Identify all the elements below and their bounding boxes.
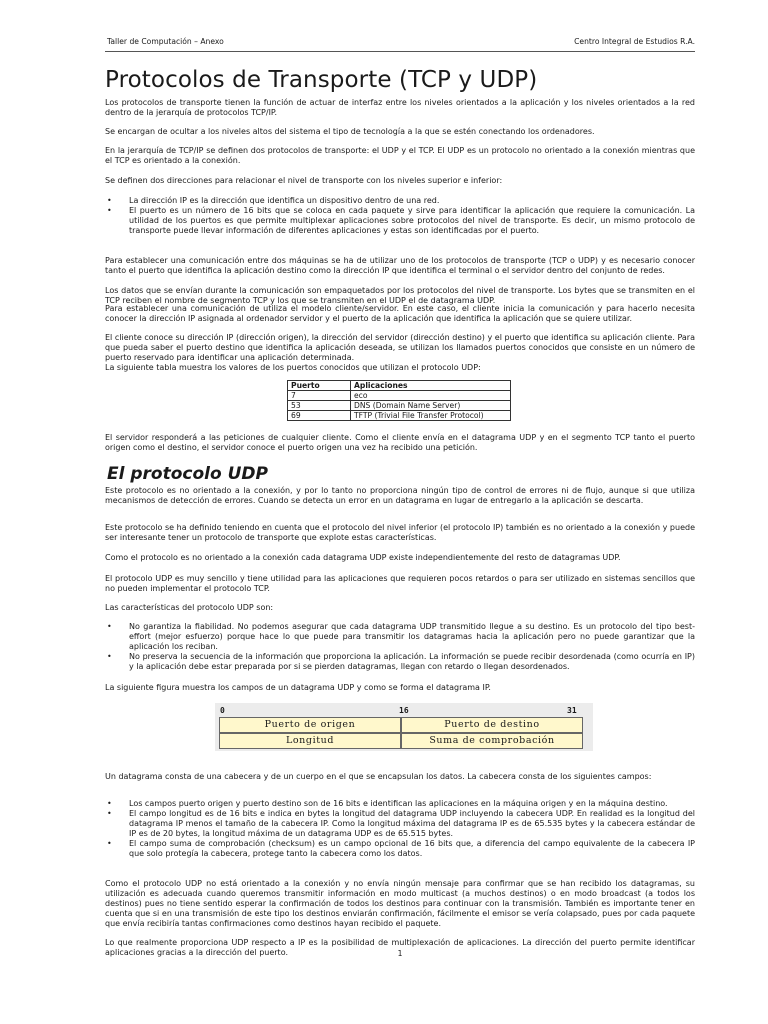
udp-paragraph-9: Lo que realmente proporciona UDP respecto a IP es la posibilidad de multiplexación de aplicaciones. La dirección del puerto permite identificar aplicaciones gracias a la dirección del puerto. <box>105 938 695 957</box>
bullet-icon: • <box>107 196 112 205</box>
table-cell: eco <box>351 391 511 401</box>
intro-paragraph-5: Para establecer una comunicación entre dos máquinas se ha de utilizar uno de los protocolos de transporte (TCP o UDP) y es necesario conocer tanto el puerto que identifica la aplicación destino como la dirección IP que identifica el terminal o el servidor dentro del conjunto de redes. <box>105 256 695 275</box>
udp-paragraph-3: Como el protocolo es no orientado a la conexión cada datagrama UDP existe independientemente del resto de datagramas UDP. <box>105 553 621 562</box>
bit-label-31: 31 <box>567 706 577 715</box>
intro-paragraph-3: En la jerarquía de TCP/IP se definen dos protocolos de transporte: el UDP y el TCP. El UDP es un protocolo no orientado a la conexión mientras que el TCP es orientado a la conexión. <box>105 146 695 165</box>
intro-paragraph-9: La siguiente tabla muestra los valores de los puertos conocidos que utilizan el protocolo UDP: <box>105 363 481 372</box>
section-heading-udp: El protocolo UDP <box>107 464 268 484</box>
intro-paragraph-7: Para establecer una comunicación de utiliza el modelo cliente/servidor. En este caso, el cliente inicia la comunicación y para hacerlo necesita conocer la dirección IP asignada al ordenador servidor y el puerto de la aplicación que identifica la aplicación que se quiere utilizar. <box>105 304 695 323</box>
udp-paragraph-1: Este protocolo es no orientado a la conexión, y por lo tanto no proporciona ningún tipo de control de errores ni de flujo, aunque si que utiliza mecanismos de detección de errores. Cuando se detecta un error en un datagrama en lugar de entregarlo a la aplicación se descarta. <box>105 486 695 505</box>
ports-table <box>287 380 511 421</box>
udp-datagram-figure <box>215 703 593 751</box>
udp-paragraph-6: La siguiente figura muestra los campos de un datagrama UDP y como se forma el datagrama IP. <box>105 683 491 692</box>
list-item: • El campo longitud es de 16 bits e indica en bytes la longitud del datagrama UDP incluyendo la cabecera UDP. En realidad es la longitud del datagrama IP menos el tamaño de la cabecera IP. Como la longitud máxima del datagrama IP es de 65.535 bytes y la cabecera estándar de IP es de 20 bytes, la longitud máxima de un datagrama UDP es de 65.515 bytes. <box>107 809 695 838</box>
udp-paragraph-5: Las características del protocolo UDP son: <box>105 603 274 612</box>
list-item: • No garantiza la fiabilidad. No podemos asegurar que cada datagrama UDP transmitido llegue a su destino. Es un protocolo del tipo best-effort (mejor esfuerzo) porque hace lo que puede para transmitir los datagramas hacia la aplicación pero no puede garantizar que la aplicación los reciban. <box>107 622 695 651</box>
header-right: Centro Integral de Estudios R.A. <box>574 37 695 46</box>
column-header-port: Puerto <box>288 381 351 391</box>
table-row <box>288 401 511 411</box>
bit-label-16: 16 <box>399 706 409 715</box>
table-row <box>288 391 511 401</box>
bullet-icon: • <box>107 652 112 661</box>
header-left: Taller de Computación – Anexo <box>107 37 224 46</box>
udp-paragraph-8: Como el protocolo UDP no está orientado a la conexión y no envía ningún mensaje para confirmar que se han recibido los datagramas, su utilización es adecuada cuando queremos transmitir información en modo multicast (a muchos destinos) o en modo broadcast (a todos los destinos) pues no tiene sentido esperar la confirmación de todos los destinos para continuar con la transmisión. También es importante tener en cuenta que si en una transmisión de este tipo los destinos enviarán confirmación, fácilmente el emisor se vería colapsado, pues por cada paquete que envía recibiría tantas confirmaciones como destinos hayan recibido el paquete. <box>105 879 695 928</box>
bullet-icon: • <box>107 622 112 631</box>
field-destination-port: Puerto de destino <box>401 717 583 733</box>
udp-characteristics-list <box>105 622 695 672</box>
bullet-icon: • <box>107 809 112 818</box>
bullet-icon: • <box>107 839 112 848</box>
address-list <box>105 196 695 236</box>
list-item: • La dirección IP es la dirección que identifica un dispositivo dentro de una red. <box>107 196 440 205</box>
header-fields-list <box>105 799 695 859</box>
intro-paragraph-1: Los protocolos de transporte tienen la función de actuar de interfaz entre los niveles orientados a la aplicación y los niveles orientados a la red dentro de la jerarquía de protocolos TCP/IP. <box>105 98 695 117</box>
intro-paragraph-2: Se encargan de ocultar a los niveles altos del sistema el tipo de tecnología a la que se estén conectando los ordenadores. <box>105 127 595 136</box>
column-header-applications: Aplicaciones <box>351 381 511 391</box>
table-row <box>288 411 511 421</box>
page-header <box>105 37 695 52</box>
table-header-row <box>288 381 511 391</box>
field-source-port: Puerto de origen <box>219 717 401 733</box>
table-cell: TFTP (Trivial File Transfer Protocol) <box>351 411 511 421</box>
list-item: • Los campos puerto origen y puerto destino son de 16 bits e identifican las aplicaciones en la máquina origen y en la máquina destino. <box>107 799 668 808</box>
udp-paragraph-7: Un datagrama consta de una cabecera y de un cuerpo en el que se encapsulan los datos. La cabecera consta de los siguientes campos: <box>105 772 652 781</box>
field-checksum: Suma de comprobación <box>401 733 583 749</box>
intro-paragraph-8: El cliente conoce su dirección IP (dirección origen), la dirección del servidor (dirección destino) y el puerto que identifica su aplicación cliente. Para que pueda saber el puerto destino que identifica la aplicación deseada, se utilizan los llamados puertos conocidos que consiste en un número de puerto reservado para identificar una aplicación determinada. <box>105 333 695 362</box>
after-table-paragraph: El servidor responderá a las peticiones de cualquier cliente. Como el cliente envía en el datagrama UDP y en el segmento TCP tanto el puerto origen como el destino, el servidor conoce el puerto origen una vez ha recibido una petición. <box>105 433 695 452</box>
bullet-icon: • <box>107 206 112 215</box>
document-title: Protocolos de Transporte (TCP y UDP) <box>105 67 538 93</box>
field-length: Longitud <box>219 733 401 749</box>
udp-paragraph-4: El protocolo UDP es muy sencillo y tiene utilidad para las aplicaciones que requieren pocos retardos o para ser utilizado en sistemas sencillos que no pueden implementar el protocolo TCP. <box>105 574 695 593</box>
table-cell: DNS (Domain Name Server) <box>351 401 511 411</box>
intro-paragraph-6: Los datos que se envían durante la comunicación son empaquetados por los protocolos del nivel de transporte. Los bytes que se transmiten en el TCP reciben el nombre de segmento TCP y los que se transmiten en el UDP el de datagrama UDP. <box>105 286 695 305</box>
udp-paragraph-2: Este protocolo se ha definido teniendo en cuenta que el protocolo del nivel inferior (el protocolo IP) también es no orientado a la conexión y puede ser interesante tener un protocolo de transporte que explote estas características. <box>105 523 695 542</box>
bullet-icon: • <box>107 799 112 808</box>
table-cell: 53 <box>288 401 351 411</box>
intro-paragraph-4: Se definen dos direcciones para relacionar el nivel de transporte con los niveles superior e inferior: <box>105 176 503 185</box>
list-item: • El campo suma de comprobación (checksum) es un campo opcional de 16 bits que, a diferencia del campo equivalente de la cabecera IP que solo protegía la cabecera, protege tanto la cabecera como los datos. <box>107 839 695 858</box>
list-item: • El puerto es un número de 16 bits que se coloca en cada paquete y sirve para identificar la aplicación que requiere la comunicación. La utilidad de los puertos es que permite multiplexar aplicaciones sobre protocolos del nivel de transporte. Es decir, un mismo protocolo de transporte puede llevar información de diferentes aplicaciones y estas son identificadas por el puerto. <box>107 206 695 235</box>
table-cell: 69 <box>288 411 351 421</box>
bit-label-0: 0 <box>220 706 225 715</box>
page-number: 1 <box>397 949 403 958</box>
table-cell: 7 <box>288 391 351 401</box>
list-item: • No preserva la secuencia de la información que proporciona la aplicación. La información se puede recibir desordenada (como ocurría en IP) y la aplicación debe estar preparada por si se pierden datagramas, llegan con retardo o llegan desordenados. <box>107 652 695 671</box>
